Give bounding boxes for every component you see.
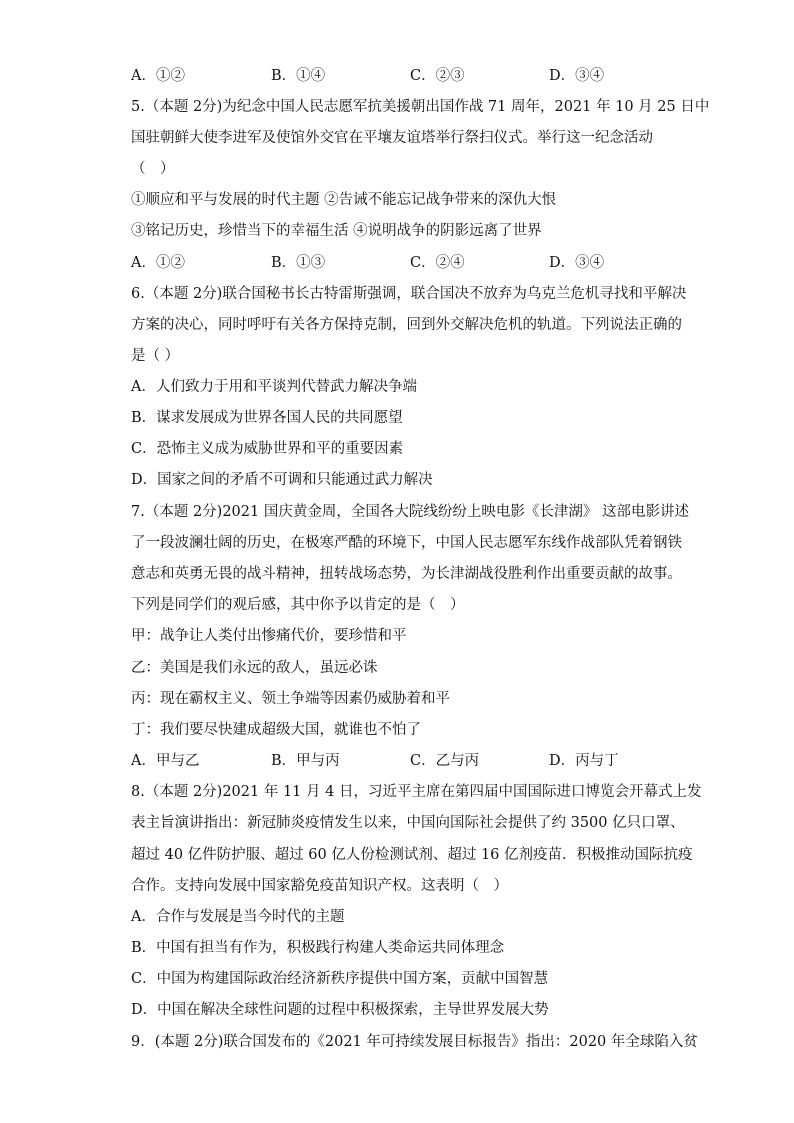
option-a: A．①② [131, 255, 185, 271]
q5-answer-blank: （ ） [131, 161, 175, 177]
q8-choice-a: A．合作与发展是当今时代的主题 [131, 909, 345, 925]
option-a: A．①② [131, 68, 185, 84]
q6-choice-b: B．谋求发展成为世界各国人民的共同愿望 [131, 410, 403, 426]
q9-stem-line: 9．(本题 2分)联合国发布的《2021 年可持续发展目标报告》指出：2020 年全球陷入贫 [131, 1034, 698, 1050]
q7-statement: 乙：美国是我们永远的敌人，虽远必诛 [131, 660, 378, 676]
q8-choice-b: B．中国有担当有作为，积极践行构建人类命运共同体理念 [131, 940, 505, 956]
q6-stem-line: 方案的决心，同时呼吁有关各方保持克制，回到外交解决危机的轨道。下列说法正确的 [131, 317, 682, 333]
q5-statement: ③铭记历史，珍惜当下的幸福生活 ④说明战争的阴影远离了世界 [131, 223, 542, 239]
option-b: B．①③ [271, 255, 326, 271]
q7-statement: 丙：现在霸权主义、领土争端等因素仍威胁着和平 [131, 691, 450, 707]
q5-options [131, 253, 691, 273]
q7-stem-line: 下列是同学们的观后感，其中你予以肯定的是（ ） [131, 597, 465, 613]
q4-options [131, 66, 691, 86]
q8-stem-line: 超过 40 亿件防护服、超过 60 亿人份检测试剂、超过 16 亿剂疫苗．积极推动国际抗疫 [131, 847, 693, 863]
q6-choice-a: A．人们致力于用和平谈判代替武力解决争端 [131, 379, 417, 395]
q8-stem-line: 合作。支持向发展中国家豁免疫苗知识产权。这表明（ ） [131, 878, 508, 894]
q6-stem-line: 是（ ） [131, 348, 180, 364]
q8-stem-line: 表主旨演讲指出：新冠肺炎疫情发生以来，中国向国际社会提供了约 3500 亿只口罩、 [131, 815, 685, 831]
option-b: B．甲与丙 [271, 753, 340, 769]
option-b: B．①④ [271, 68, 326, 84]
q6-stem-line: 6.（本题 2分)联合国秘书长古特雷斯强调，联合国决不放弃为乌克兰危机寻找和平解决 [131, 286, 687, 302]
q5-statement: ①顺应和平与发展的时代主题 ②告诫不能忘记战争带来的深仇大恨 [131, 192, 557, 208]
option-c: C．②④ [410, 255, 465, 271]
option-d: D．③④ [549, 255, 605, 271]
q7-stem-line: 7.（本题 2分)2021 国庆黄金周，全国各大院线纷纷上映电影《长津湖》 这部电影讲述 [131, 504, 689, 520]
q8-choice-d: D．中国在解决全球性问题的过程中积极探索，主导世界发展大势 [131, 1002, 549, 1018]
q8-stem-line: 8.（本题 2分)2021 年 11 月 4 日，习近平主席在第四届中国国际进口博览会开幕式上发 [131, 784, 702, 800]
q7-stem-line: 了一段波澜壮阔的历史，在极寒严酷的环境下，中国人民志愿军东线作战部队凭着钢铁 [131, 535, 682, 551]
option-c: C．乙与丙 [410, 753, 480, 769]
option-c: C．②③ [410, 68, 465, 84]
q8-choice-c: C．中国为构建国际政治经济新秩序提供中国方案，贡献中国智慧 [131, 971, 549, 987]
option-d: D．③④ [549, 68, 605, 84]
q7-options [131, 751, 691, 771]
q7-stem-line: 意志和英勇无畏的战斗精神，扭转战场态势，为长津湖战役胜利作出重要贡献的故事。 [131, 566, 682, 582]
q7-statement: 甲：战争让人类付出惨痛代价，要珍惜和平 [131, 628, 407, 644]
q5-stem-line: 5.（本题 2分)为纪念中国人民志愿军抗美援朝出国作战 71 周年，2021 年 10 月 25 日中 [131, 99, 710, 115]
option-a: A．甲与乙 [131, 753, 200, 769]
q5-stem-line: 国驻朝鲜大使李进军及使馆外交官在平壤友谊塔举行祭扫仪式。举行这一纪念活动 [131, 130, 653, 146]
option-d: D．丙与丁 [549, 753, 619, 769]
q6-choice-d: D．国家之间的矛盾不可调和只能通过武力解决 [131, 472, 433, 488]
q6-choice-c: C．恐怖主义成为威胁世界和平的重要因素 [131, 441, 404, 457]
q7-statement: 丁：我们要尽快建成超级大国，就谁也不怕了 [131, 722, 421, 738]
